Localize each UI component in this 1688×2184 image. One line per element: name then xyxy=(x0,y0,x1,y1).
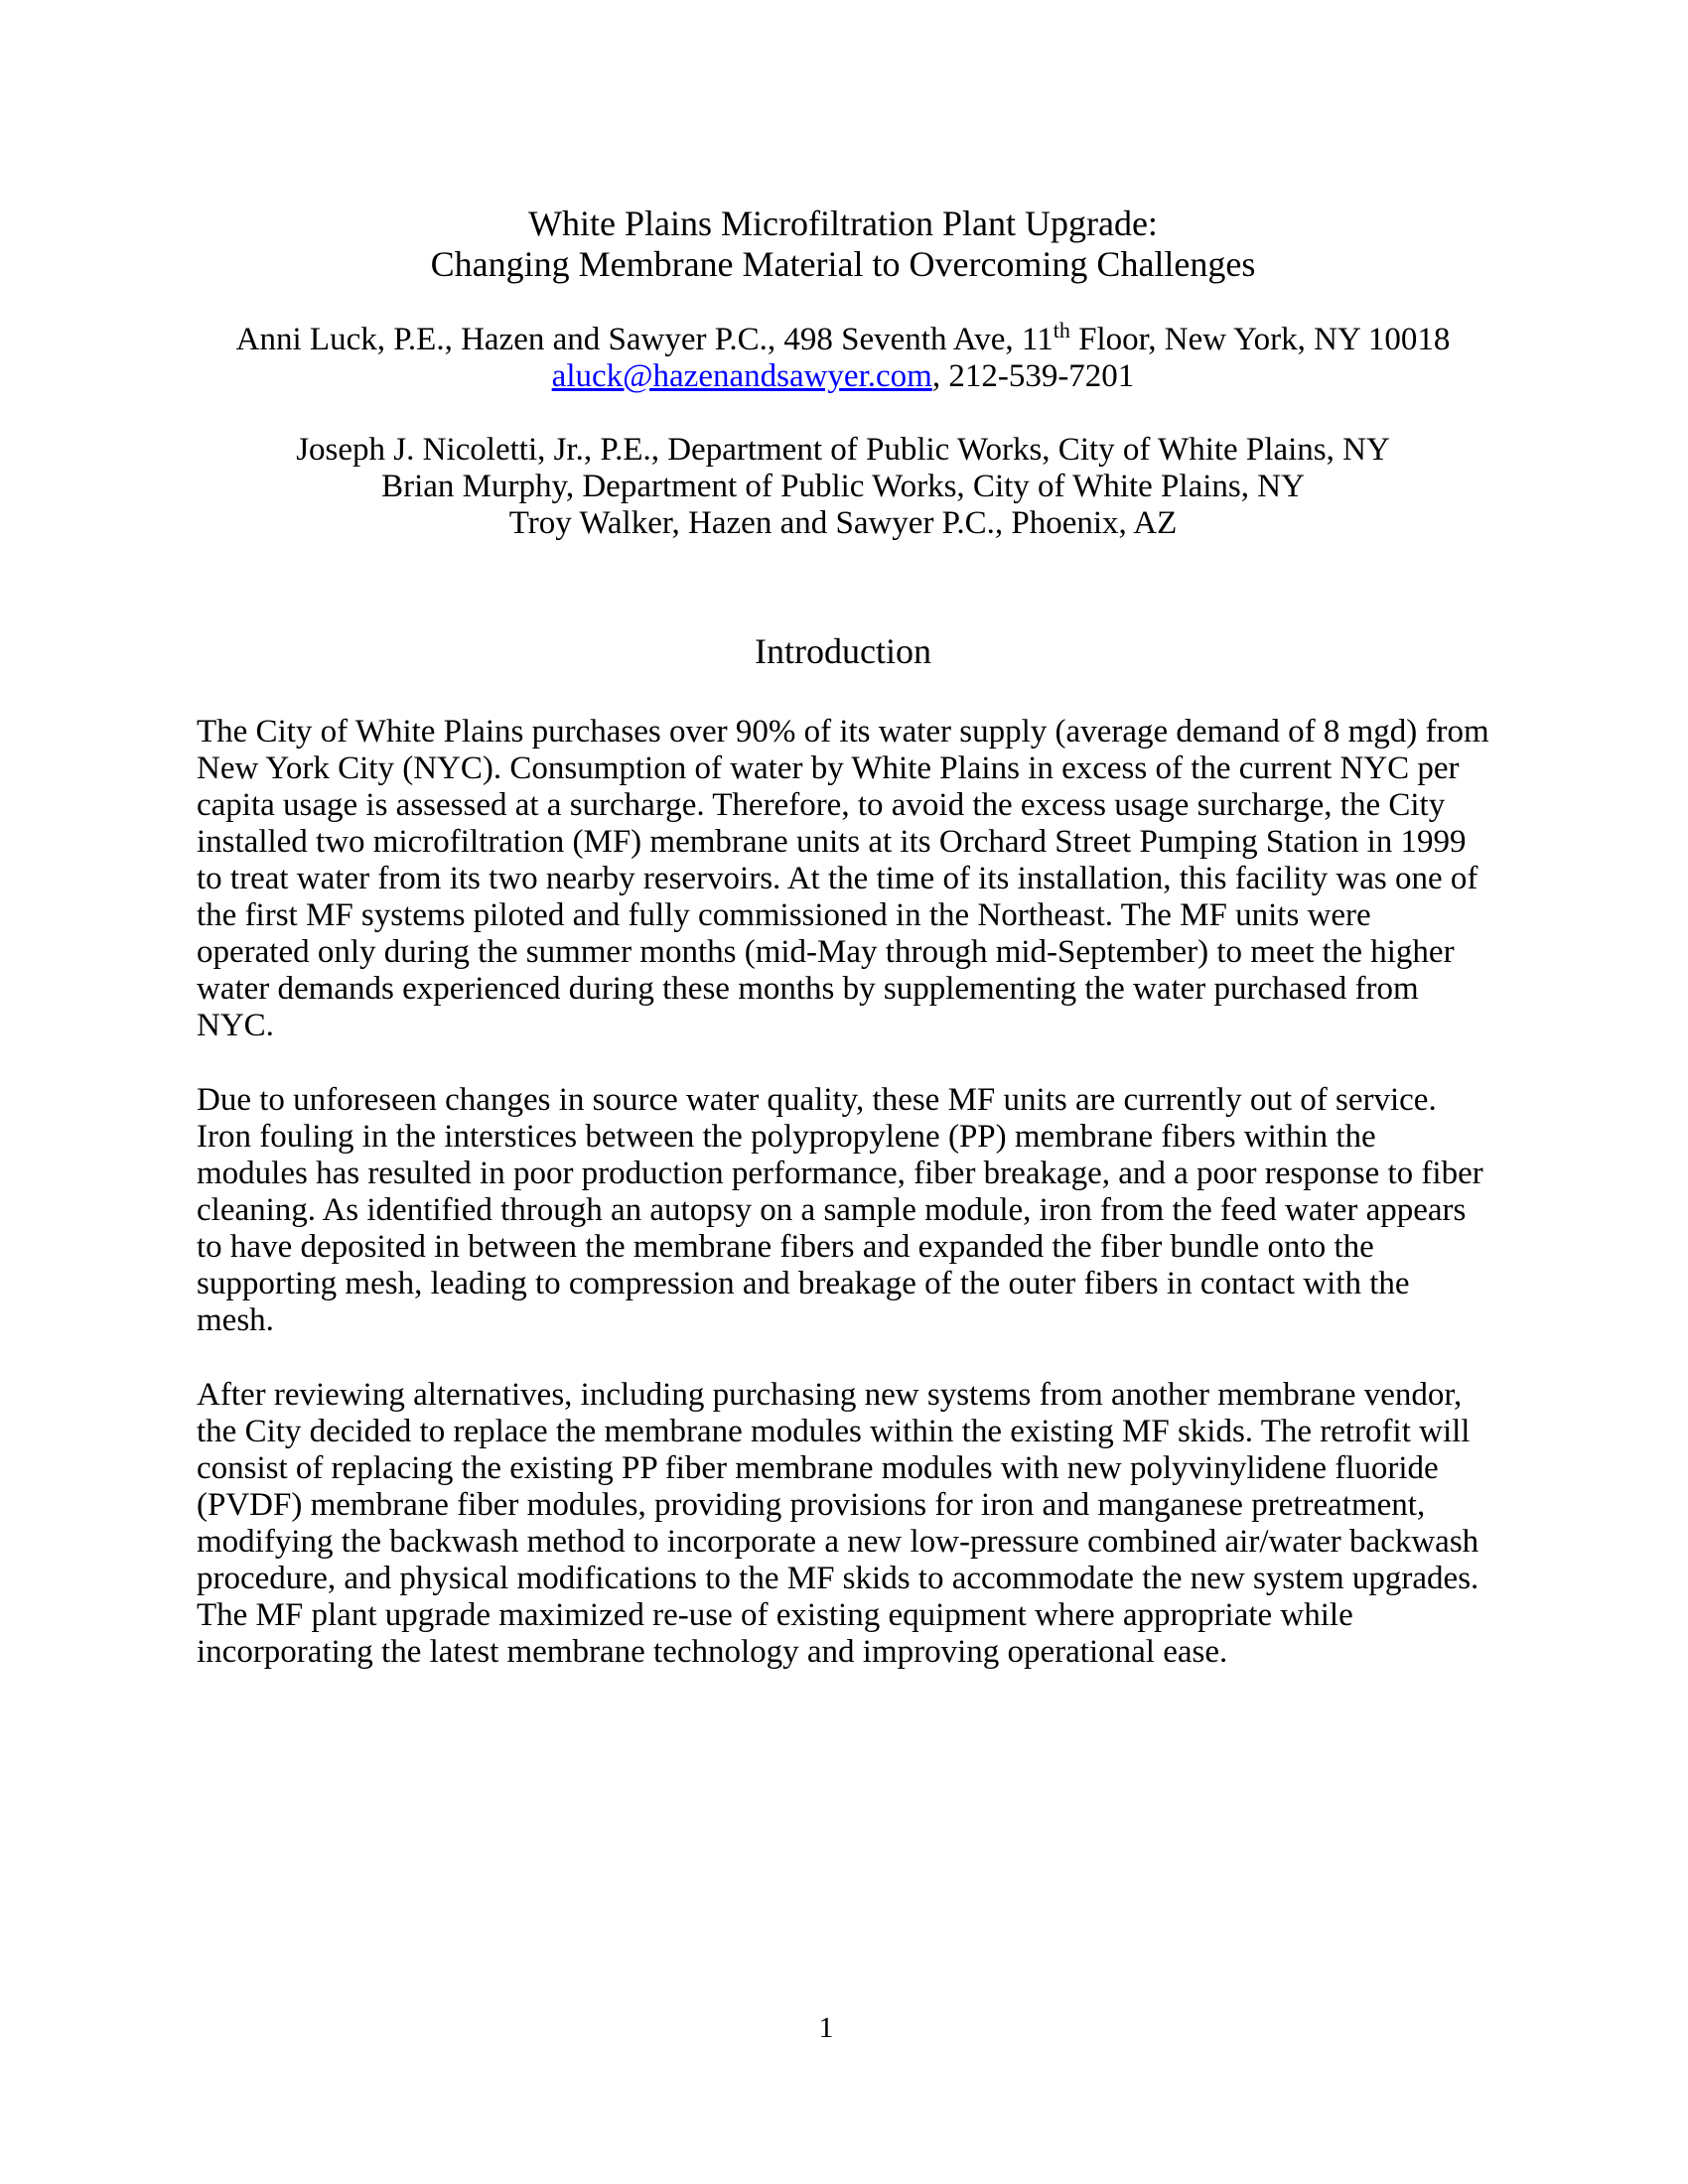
phone-number: , 212-539-7201 xyxy=(931,358,1135,394)
paper-title-line1: White Plains Microfiltration Plant Upgrade: xyxy=(528,204,1158,243)
author-affiliation-post: Floor, New York, NY 10018 xyxy=(1069,322,1451,357)
paper-title xyxy=(197,204,1489,285)
email-link[interactable]: aluck@hazenandsawyer.com xyxy=(551,358,932,394)
paper-title-line2: Changing Membrane Material to Overcoming Challenges xyxy=(430,244,1256,284)
author-line-brian-murphy: Brian Murphy, Department of Public Works, City of White Plains, NY xyxy=(381,469,1305,504)
author-line-joseph-nicoletti: Joseph J. Nicoletti, Jr., P.E., Department of Public Works, City of White Plains, NY xyxy=(296,432,1390,468)
intro-paragraph-2: Due to unforeseen changes in source water quality, these MF units are currently out of service. Iron fouling in the interstices between the polypropylene (PP) membrane fibers within the modules has resulted in poor production performance, fiber breakage, and a poor response to fiber cleaning. As identified through an autopsy on a sample module, iron from the feed water appears to have deposited in between the membrane fibers and expanded the fiber bundle onto the supporting mesh, leading to compression and breakage of the outer fibers in contact with the mesh. xyxy=(197,1082,1483,1338)
author-block-primary xyxy=(197,318,1489,395)
intro-paragraph-1: The City of White Plains purchases over 90% of its water supply (average demand of 8 mgd) from New York City (NYC). Consumption of water by White Plains in excess of the current NYC per capita usage is assessed at a surcharge. Therefore, to avoid the excess usage surcharge, the City installed two microfiltration (MF) membrane units at its Orchard Street Pumping Station in 1999 to treat water from its two nearby reservoirs. At the time of its installation, this facility was one of the first MF systems piloted and fully commissioned in the Northeast. The MF units were operated only during the summer months (mid-May through mid-September) to meet the higher water demands experienced during these months by supplementing the water purchased from NYC. xyxy=(197,714,1489,1043)
author-block-secondary xyxy=(197,432,1489,542)
section-heading-introduction: Introduction xyxy=(755,631,931,671)
page-number: 1 xyxy=(818,2011,834,2044)
intro-paragraph-3: After reviewing alternatives, including purchasing new systems from another membrane vendor, the City decided to replace the membrane modules within the existing MF skids. The retrofit will consist of replacing the existing PP fiber membrane modules with new polyvinylidene fluoride (PVDF) membrane fiber modules, providing provisions for iron and manganese pretreatment, modifying the backwash method to incorporate a new low-pressure combined air/water backwash procedure, and physical modifications to the MF skids to accommodate the new system upgrades. The MF plant upgrade maximized re-use of existing equipment where appropriate while incorporating the latest membrane technology and improving operational ease. xyxy=(197,1377,1479,1670)
author-line-troy-walker: Troy Walker, Hazen and Sawyer P.C., Phoenix, AZ xyxy=(508,505,1178,541)
author-line-anni-luck xyxy=(197,318,1489,358)
contact-line xyxy=(197,358,1489,395)
author-affiliation-pre: Anni Luck, P.E., Hazen and Sawyer P.C., 498 Seventh Ave, 11 xyxy=(235,322,1054,357)
ordinal-superscript: th xyxy=(1053,318,1070,342)
